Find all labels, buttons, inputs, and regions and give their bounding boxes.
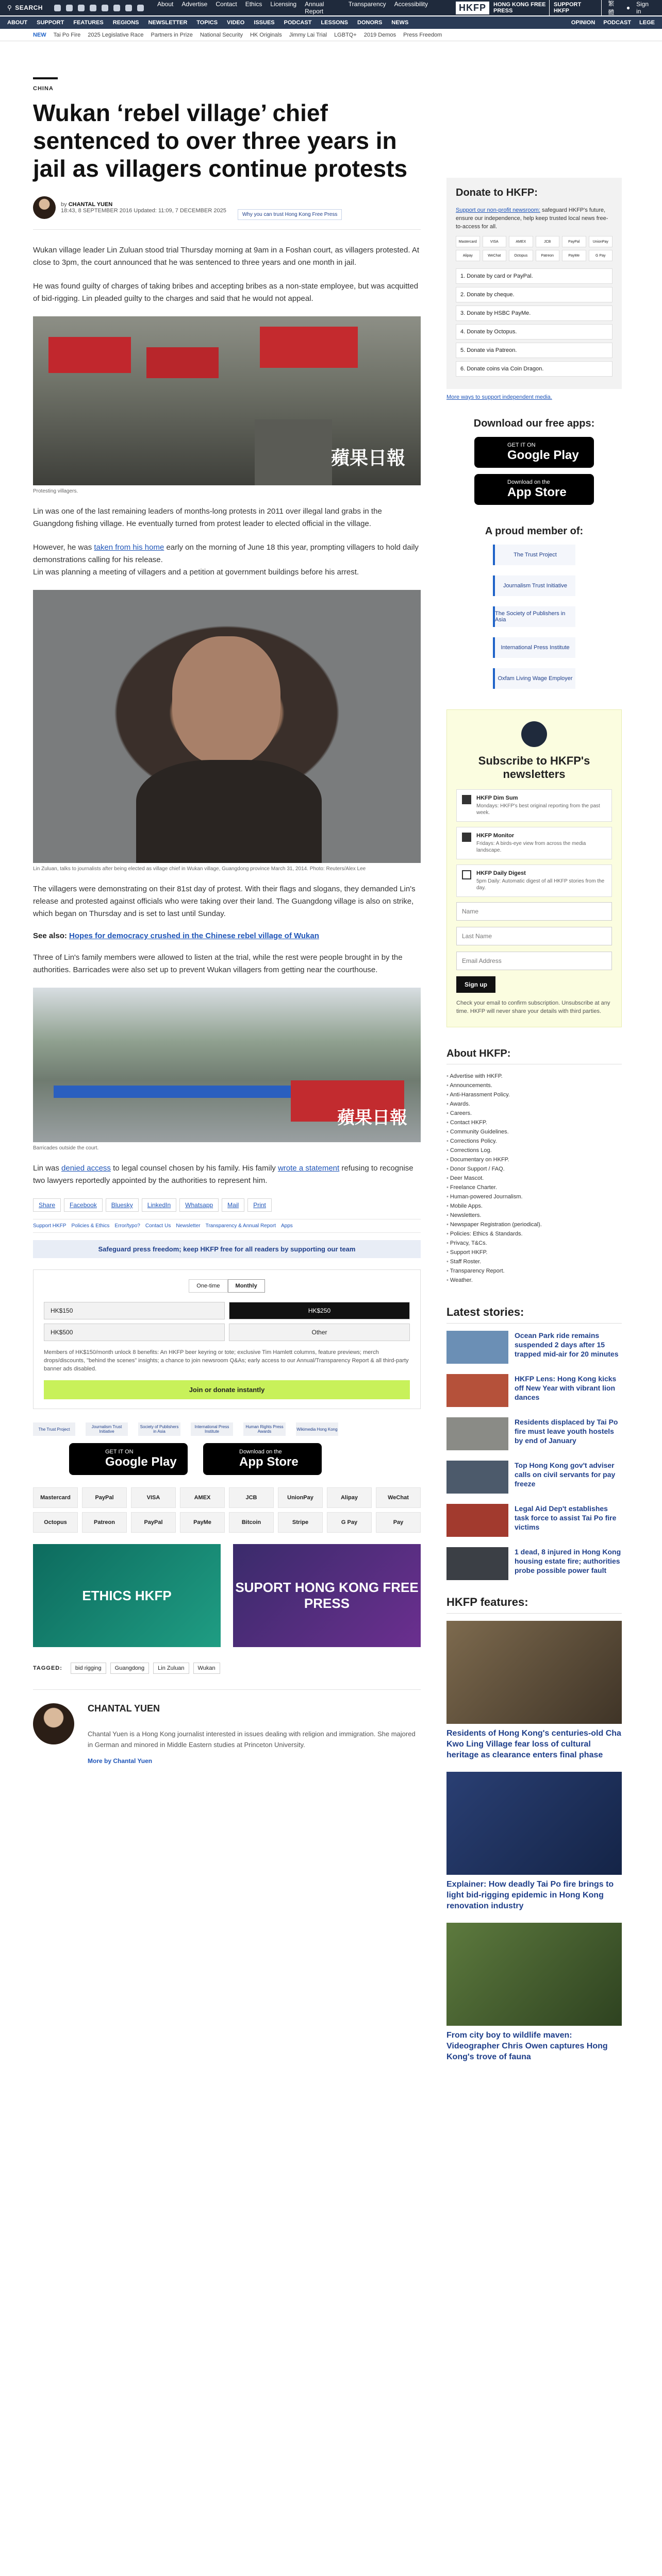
share-button[interactable]: Share [33,1198,61,1212]
logo-mark: HKFP [456,2,489,14]
new-badge: NEW [33,31,46,38]
payment-icon: UnionPay [589,236,613,247]
footer-link[interactable]: Error/typo? [114,1223,140,1229]
membership-benefits: Members of HK$150/month unlock 8 benefits: An HKFP beer keyring or tote; exclusive Tim Hamlett columns, feature previews; merch drops/discounts, "behind the scenes" insights; a chance to join newsroom Q&As; early access to our Annual/Transparency Report & all third-party banner ads disabled. [44,1349,409,1372]
logo-text: HONG KONG FREE PRESS [493,2,546,14]
donate-option[interactable]: 1. Donate by card or PayPal. [456,268,613,284]
author-bio: Chantal Yuen is a Hong Kong journalist interested in issues dealing with religion and immigration. She majored in German and minored in Middle Eastern studies at Princeton University. [88,1730,416,1749]
share-whatsapp-button[interactable]: Whatsapp [179,1198,219,1212]
author-photo[interactable] [33,1703,74,1744]
top-bar [0,0,662,15]
feature-image[interactable] [446,1772,622,1875]
story-headline[interactable]: Residents displaced by Tai Po fire must leave youth hostels by end of January [515,1418,618,1445]
paragraph: However, he was taken from his home early on the morning of June 18 this year, prompting villagers to hold daily demonstrations calling for his release. Lin was planning a meeting of villagers and a petition at government buildings before his arrest. [33,543,419,577]
paragraph: Three of Lin's family members were allowed to listen at the trial, while the rest were people brought in by the authorities. Barricades were also set up to prevent Wukan villagers from getting near the courthouse. [33,953,403,974]
partner-logo[interactable]: Wikimedia Hong Kong [296,1422,338,1436]
utility-link[interactable]: Ethics [245,1,262,8]
x-icon[interactable] [66,5,73,11]
support-promo[interactable]: SUPORT HONG KONG FREE PRESS [233,1544,421,1647]
feature-headline[interactable]: Residents of Hong Kong's centuries-old Cha Kwo Ling Village fear loss of cultural heritage as clearance enters final phase [446,1729,621,1759]
article [33,77,421,2074]
topic-link[interactable]: LGBTQ+ [334,31,357,38]
site-logo[interactable] [456,2,549,14]
google-play-button[interactable]: GET IT ON Google Play [474,437,594,468]
feature-item[interactable] [446,1923,622,2062]
see-also: See also: Hopes for democracy crushed in the Chinese rebel village of Wukan [33,931,319,940]
article-category[interactable]: CHINA [33,86,54,92]
partner-logo[interactable]: The Trust Project [33,1422,75,1436]
inline-link[interactable]: taken from his home [94,543,164,552]
app-store-buttons [33,1443,421,1475]
payment-logo: Alipay [327,1487,372,1508]
inline-link[interactable]: wrote a statement [277,1164,340,1173]
tag[interactable]: Lin Zuluan [153,1663,189,1674]
lin-zuluan-photo [33,590,421,863]
about-link[interactable]: • Deer Mascot. [446,1174,622,1183]
newsletter-title: Subscribe to HKFP's newsletters [478,754,590,781]
tag[interactable]: bid rigging [71,1663,106,1674]
partner-logo[interactable]: Journalism Trust Initiative [86,1422,128,1436]
newsletter-icon [521,721,547,747]
story-thumbnail[interactable] [446,1374,508,1407]
byline-prefix: by [61,201,67,208]
sidebar [446,178,622,2074]
about-link[interactable]: • Freelance Charter. [446,1183,622,1192]
instagram-icon[interactable] [78,5,85,11]
checkbox-checked[interactable] [462,833,471,842]
telegram-icon[interactable] [125,5,132,11]
footer-link[interactable]: Apps [280,1223,293,1229]
feature-image[interactable] [446,1923,622,2026]
topic-link[interactable]: HK Originals [250,31,282,38]
checkbox-checked[interactable] [462,795,471,804]
story-headline[interactable]: Top Hong Kong gov't adviser calls on civil servants for pay freeze [515,1461,616,1488]
payment-logo: JCB [229,1487,274,1508]
topic-link[interactable]: 2025 Legislative Race [88,31,144,38]
about-link[interactable]: • Advertise with HKFP. [446,1072,622,1081]
member-logo[interactable]: International Press Institute [493,637,575,658]
utility-link[interactable]: Annual Report [305,1,324,15]
tags-label: TAGGED: [33,1665,62,1671]
payment-icon: AMEX [509,236,533,247]
article-footer-links [33,1219,421,1233]
payment-icon: G Pay [589,250,613,261]
payment-icon: Alipay [456,250,480,261]
about-link[interactable]: • Community Guidelines. [446,1127,622,1137]
threads-icon[interactable] [90,5,96,11]
join-donate-button[interactable]: Join or donate instantly [44,1380,410,1399]
nav-item-right[interactable]: PODCAST [603,20,632,26]
newsletter-option[interactable]: HKFP Monitor Fridays: A birds-eye view from across the media landscape. [456,827,612,859]
amount-option[interactable]: HK$150 [44,1302,225,1319]
newsletter-option[interactable]: HKFP Dim Sum Mondays: HKFP's best original reporting from the past week. [456,789,612,822]
about-link[interactable]: • Announcements. [446,1081,622,1090]
photo-watermark: 蘋果日報 [330,448,405,469]
story-thumbnail[interactable] [446,1547,508,1580]
amount-other[interactable]: Other [229,1324,410,1341]
portrait-face [172,636,280,765]
section-rule [33,77,58,79]
donate-banner[interactable]: Safeguard press freedom; keep HKFP free for all readers by supporting our team [33,1240,421,1258]
photo-caption: Protesting villagers. [33,488,78,494]
youtube-icon[interactable] [102,5,108,11]
utility-link[interactable]: Accessibility [394,1,428,8]
features-title: HKFP features: [446,1596,622,1614]
payment-methods [33,1487,421,1533]
member-logo[interactable]: The Society of Publishers in Asia [493,606,575,627]
payment-logo: PayPal [131,1512,176,1533]
amount-options [44,1302,410,1341]
share-bar [33,1198,421,1212]
protest-crowd [255,419,332,485]
payment-logo: WeChat [376,1487,421,1508]
nav-item[interactable]: ISSUES [254,20,275,26]
share-facebook-button[interactable]: Facebook [64,1198,103,1212]
amount-option-selected[interactable]: HK$250 [229,1302,410,1319]
story-headline[interactable]: 1 dead, 8 injured in Hong Kong housing estate fire; authorities probe possible power fault [515,1548,621,1574]
more-ways-link[interactable]: More ways to support independent media. [446,394,552,400]
nav-item[interactable]: REGIONS [112,20,139,26]
payment-logo: UnionPay [278,1487,323,1508]
partner-logos [33,1422,421,1436]
ethics-promo[interactable]: ETHICS HKFP [33,1544,221,1647]
print-button[interactable]: Print [247,1198,272,1212]
support-link[interactable]: Support our non-profit newsroom: [456,207,540,213]
payment-logo: Stripe [278,1512,323,1533]
article-headline: Wukan ‘rebel village’ chief sentenced to over three years in jail as villagers continue protests [33,99,408,182]
donate-option[interactable]: 3. Donate by HSBC PayMe. [456,306,613,321]
about-link[interactable]: • Newspaper Registration (periodical). [446,1220,622,1229]
signup-button[interactable]: Sign up [456,976,495,993]
paragraph: Lin was denied access to legal counsel chosen by his family. His family wrote a statement refusing to recognise two lawyers reportedly appointed by the authorities to represent him. [33,1164,413,1185]
nav-item[interactable]: FEATURES [73,20,104,26]
partner-logo[interactable]: Human Rights Press Awards [243,1422,286,1436]
about-title: About HKFP: [446,1048,622,1064]
feature-headline[interactable]: Explainer: How deadly Tai Po fire brings to light bid-rigging epidemic in Hong Kong renovation industry [446,1880,614,1910]
about-link[interactable]: • Awards. [446,1099,622,1109]
nav-item-right[interactable]: OPINION [571,20,595,26]
payment-logo: PayPal [82,1487,127,1508]
newsletter-note: Check your email to confirm subscription. Unsubscribe at any time. HKFP will never share your details with third parties. [456,1000,610,1014]
protest-photo [33,316,421,485]
payment-logo: Bitcoin [229,1512,274,1533]
monthly-option[interactable]: Monthly [228,1279,265,1293]
nav-item[interactable]: LESSONS [321,20,348,26]
topic-link[interactable]: Partners in Prize [151,31,193,38]
payment-logo: PayMe [180,1512,225,1533]
email-input[interactable]: Email Address [456,952,612,970]
author-avatar[interactable] [33,196,56,219]
payment-logo: VISA [131,1487,176,1508]
about-link[interactable]: • Anti-Harassment Policy. [446,1090,622,1099]
main-nav [0,16,662,29]
photo-caption: Lin Zuluan, talks to journalists after being elected as village chief in Wukan village, Guangdong province March 31, 2014. Photo: Reuters/Alex Lee [33,866,366,872]
story-headline[interactable]: Ocean Park ride remains suspended 2 days after 15 trapped mid-air for 20 minutes [515,1331,619,1358]
donate-option[interactable]: 5. Donate via Patreon. [456,343,613,358]
nav-item-right[interactable]: LEGE [639,20,655,26]
about-link[interactable]: • Support HKFP. [446,1248,622,1257]
amount-option[interactable]: HK$500 [44,1324,225,1341]
utility-links [157,1,428,15]
search-button[interactable]: ⚲ SEARCH [7,4,43,11]
checkbox-unchecked[interactable] [462,870,471,879]
payment-icons [456,236,613,261]
footer-link[interactable]: Transparency & Annual Report [205,1223,276,1229]
one-time-option[interactable]: One-time [189,1279,227,1293]
topic-link[interactable]: National Security [200,31,243,38]
topic-link[interactable]: Jimmy Lai Trial [289,31,327,38]
more-by-author-link[interactable]: More by Chantal Yuen [88,1757,153,1765]
about-link[interactable]: • Weather. [446,1276,622,1285]
app-store-button[interactable]: Download on the App Store [203,1443,322,1475]
trust-badge[interactable]: Why you can trust Hong Kong Free Press [238,209,342,220]
paragraph: The villagers were demonstrating on their 81st day of protest. With their flags and slogans, they demanded Lin's release and protested against officials who were taking over their land. The Guangdong village is also on strike, which began on Thursday and is set to last until Sunday. [33,885,416,918]
facebook-icon[interactable] [54,5,61,11]
about-link[interactable]: • Staff Roster. [446,1257,622,1266]
newsletter-signup [446,709,622,1027]
story-thumbnail[interactable] [446,1504,508,1537]
story-headline[interactable]: HKFP Lens: Hong Kong kicks off New Year with vibrant lion dances [515,1375,617,1401]
feature-item[interactable] [446,1621,622,1760]
story-item[interactable] [446,1331,622,1364]
donate-option[interactable]: 4. Donate by Octopus. [456,324,613,340]
footer-link[interactable]: Newsletter [176,1223,201,1229]
photo-caption: Barricades outside the court. [33,1145,99,1151]
protest-banner [146,347,219,378]
nav-item[interactable]: NEWSLETTER [148,20,188,26]
partner-logo[interactable]: International Press Institute [191,1422,233,1436]
share-linkedin-button[interactable]: LinkedIn [142,1198,176,1212]
partner-logo[interactable]: Society of Publishers in Asia [138,1422,180,1436]
topic-link[interactable]: Tai Po Fire [53,31,81,38]
about-link[interactable]: • Human-powered Journalism. [446,1192,622,1201]
latest-title: Latest stories: [446,1306,622,1324]
author-name[interactable]: CHANTAL YUEN [88,1703,160,1714]
inline-link[interactable]: denied access [61,1164,111,1173]
footer-link[interactable]: Policies & Ethics [71,1223,110,1229]
utility-link[interactable]: About [157,1,174,8]
story-thumbnail[interactable] [446,1331,508,1364]
apps-title: Download our free apps: [473,418,595,429]
payment-logo: Octopus [33,1512,78,1533]
utility-link[interactable]: Licensing [270,1,297,8]
about-link[interactable]: • Corrections Log. [446,1146,622,1155]
tag[interactable]: Wukan [193,1663,220,1674]
about-link[interactable]: • Transparency Report. [446,1266,622,1276]
about-link[interactable]: • Policies: Ethics & Standards. [446,1229,622,1239]
footer-link[interactable]: Support HKFP [33,1223,67,1229]
promo-banners [33,1544,421,1647]
about-hkfp [446,1048,622,1285]
story-item[interactable] [446,1461,622,1494]
photo-watermark: 蘋果日報 [337,1108,407,1128]
about-link[interactable]: • Newsletters. [446,1211,622,1220]
sidebar-app-buttons [446,437,622,505]
see-also-link[interactable]: Hopes for democracy crushed in the Chinese rebel village of Wukan [69,931,319,940]
feature-item[interactable] [446,1772,622,1911]
member-title: A proud member of: [485,526,584,537]
nav-item[interactable]: ABOUT [7,20,28,26]
frequency-toggle [44,1279,410,1293]
story-item[interactable] [446,1374,622,1407]
barricades-photo [33,988,421,1142]
paragraph: He was found guilty of charges of taking bribes and accepting bribes as a non-state employee, but was acquitted of bid-rigging. Lin pleaded guilty to the charges and said that he would not appeal. [33,282,419,303]
donate-widget [33,1269,421,1409]
article-body [33,244,421,1187]
nav-item[interactable]: NEWS [391,20,409,26]
donate-option[interactable]: 2. Donate by cheque. [456,287,613,302]
nav-item[interactable]: SUPPORT [37,20,64,26]
feature-image[interactable] [446,1621,622,1724]
about-list [446,1072,622,1285]
first-name-input[interactable]: Name [456,902,612,921]
member-logo[interactable]: The Trust Project [493,545,575,565]
about-link[interactable]: • Contact HKFP. [446,1118,622,1127]
about-link[interactable]: • Mobile Apps. [446,1201,622,1211]
about-link[interactable]: • Documentary on HKFP. [446,1155,622,1164]
utility-link[interactable]: Transparency [348,1,386,8]
footer-link[interactable]: Contact Us [145,1223,171,1229]
author-box [33,1689,421,1765]
utility-link[interactable]: Contact [216,1,237,8]
utility-link[interactable]: Advertise [181,1,208,8]
story-item[interactable] [446,1417,622,1450]
google-play-button[interactable]: GET IT ON Google Play [69,1443,188,1475]
nav-item[interactable]: DONORS [357,20,383,26]
sign-in-link[interactable]: Sign in [636,1,649,15]
story-thumbnail[interactable] [446,1417,508,1450]
social-icons [54,5,144,11]
bluesky-icon[interactable] [137,5,144,11]
payment-logo: Pay [376,1512,421,1533]
member-logo[interactable]: Journalism Trust Initiative [493,575,575,596]
nav-item[interactable]: PODCAST [284,20,312,26]
story-item[interactable] [446,1547,622,1580]
story-thumbnail[interactable] [446,1461,508,1494]
about-link[interactable]: • Privacy, T&Cs. [446,1239,622,1248]
share-bluesky-button[interactable]: Bluesky [106,1198,139,1212]
portrait-body [136,760,322,863]
topic-link[interactable]: 2019 Demos [363,31,396,38]
member-logo[interactable]: Oxfam Living Wage Employer [493,668,575,689]
paragraph: Wukan village leader Lin Zuluan stood trial Thursday morning at 9am in a Foshan court, as villagers protested. At close to 3pm, the court announced that he was sentenced to three years and one month in jail. [33,246,420,267]
payment-icon: Mastercard [456,236,480,247]
payment-logo: Mastercard [33,1487,78,1508]
feature-headline[interactable]: From city boy to wildlife maven: Videographer Chris Owen captures Hong Kong's trove of fauna [446,2031,608,2061]
share-mail-button[interactable]: Mail [222,1198,244,1212]
payment-logo: AMEX [180,1487,225,1508]
hkfp-features [446,1596,622,2062]
payment-icon: VISA [483,236,507,247]
nav-item[interactable]: TOPICS [196,20,218,26]
donate-title: Donate to HKFP: [456,187,538,198]
about-link[interactable]: • Donor Support / FAQ. [446,1164,622,1174]
app-store-button[interactable]: Download on the App Store [474,474,594,505]
payment-icon: PayPal [562,236,586,247]
member-logos [446,545,622,689]
payment-icon: PayMe [562,250,586,261]
language-switch[interactable]: 繁體 [608,0,615,16]
about-link[interactable]: • Careers. [446,1109,622,1118]
last-name-input[interactable]: Last Name [456,927,612,945]
about-link[interactable]: • Corrections Policy. [446,1137,622,1146]
payment-logo: G Pay [327,1512,372,1533]
payment-icon: JCB [536,236,560,247]
search-icon: ⚲ [7,4,12,11]
topics-bar [0,29,662,41]
tag[interactable]: Guangdong [110,1663,150,1674]
donate-option[interactable]: 6. Donate coins via Coin Dragon. [456,361,613,377]
linkedin-icon[interactable] [113,5,120,11]
latest-stories [446,1306,622,1580]
protest-banner [260,327,358,368]
payment-icon: Patreon [536,250,560,261]
story-headline[interactable]: Legal Aid Dep't establishes task force to assist Tai Po fire victims [515,1504,617,1531]
payment-icon: WeChat [483,250,507,261]
donate-sidebox: Donate to HKFP: Support our non-profit newsroom: safeguard HKFP's future, ensure our independence, help keep trusted local news free-to-access for all. Mastercard VISA AMEX JCB PayPal UnionPay Alipay WeChat Octopus Patreon PayMe G Pay 1. Donate by card or PayPal. 2. Donate by cheque. 3. Donate by HSBC PayMe. 4. Donate by Octopus. 5. Donate via Patreon. 6. Donate coins via Coin Dragon. [446,178,622,389]
topic-link[interactable]: Press Freedom [403,31,442,38]
byline [33,195,421,230]
protest-banner [48,337,131,373]
newsletter-option[interactable]: HKFP Daily Digest 5pm Daily: Automatic digest of all HKFP stories from the day. [456,865,612,897]
support-hkfp-button[interactable]: SUPPORT HKFP [549,0,602,16]
author-link[interactable]: CHANTAL YUEN [68,201,113,208]
article-tags [33,1663,421,1674]
payment-icon: Octopus [509,250,533,261]
user-icon[interactable]: ● [626,4,631,11]
story-item[interactable] [446,1504,622,1537]
article-dates: 18:43, 8 SEPTEMBER 2016 Updated: 11:09, 7 DECEMBER 2025 [61,207,226,214]
payment-logo: Patreon [82,1512,127,1533]
nav-item[interactable]: VIDEO [227,20,245,26]
paragraph: Lin was one of the last remaining leaders of months-long protests in 2011 over illegal land grabs in the Guangdong fishing village. He eventually turned from protest leader to elected official in the village. [33,507,382,528]
